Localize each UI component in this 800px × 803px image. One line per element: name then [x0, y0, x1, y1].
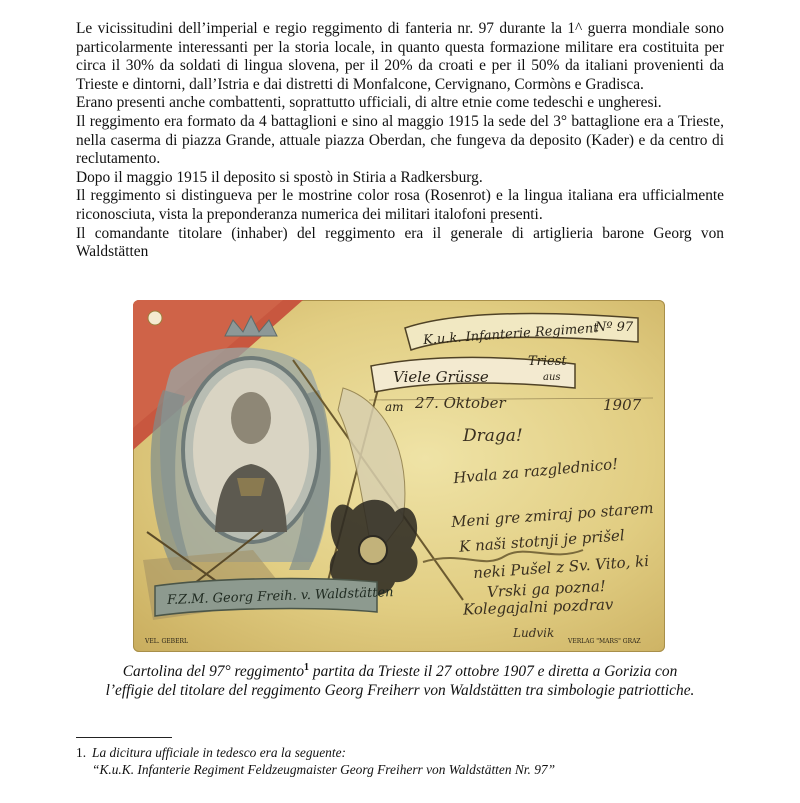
- printer-mark-left: VEL. GEBERL: [145, 638, 188, 645]
- footnote-line: La dicitura ufficiale in tedesco era la seguente:: [92, 745, 346, 760]
- caption-line-1: [70, 658, 730, 681]
- footnote-reference[interactable]: 1: [304, 662, 310, 673]
- nameplate-text: F.Z.M. Georg Freih. v. Waldstätten: [166, 585, 394, 608]
- year-written: 1907: [603, 396, 642, 414]
- paragraph: Dopo il maggio 1915 il deposito si spostò in Stiria a Radkersburg.: [76, 168, 483, 186]
- caption-text: partita da Trieste il 27 ottobre 1907 e diretta a Gorizia con: [309, 663, 678, 681]
- greeting-text: Viele Grüsse: [393, 368, 489, 386]
- body-text: [76, 20, 724, 262]
- footnote-number: 1.: [76, 745, 87, 760]
- caption-line-2: l’effigie del titolare del reggimento Georg Freiherr von Waldstätten tra simbologie patriottiche.: [105, 682, 695, 700]
- paragraph: Il comandante titolare (inhaber) del reggimento era il generale di artiglieria barone Georg von Waldstätten: [76, 224, 724, 261]
- paragraph: Erano presenti anche combattenti, soprattutto ufficiali, di altre etnie come tedeschi e ungheresi.: [76, 94, 662, 112]
- footnote-line: “K.u.K. Infanterie Regiment Feldzeugmaister Georg Freiherr von Waldstätten Nr. 97”: [92, 762, 556, 777]
- footnote: [76, 744, 736, 778]
- place-text: Triest: [528, 354, 567, 369]
- handwriting-line: Draga!: [463, 426, 523, 446]
- handwriting-line: neki Pušel z Sv. Vito, ki: [472, 551, 650, 583]
- printer-mark-right: VERLAG "MARS" GRAZ: [568, 638, 641, 645]
- paragraph: Il reggimento era formato da 4 battaglioni e sino al maggio 1915 la sede del 3° battaglione era a Trieste, nella caserma di piazza Grande, attuale piazza Oberdan, che fungeva da deposito (Kader) e da centro di reclutamento.: [76, 112, 724, 168]
- handwriting-line: K naši stotnji je prišel: [458, 526, 626, 556]
- portrait-head: [231, 392, 271, 444]
- handwriting-line: Vrski ga pozna!: [486, 576, 607, 602]
- signature: Ludvik: [513, 626, 555, 640]
- paragraph: Il reggimento si distingueva per le mostrine color rosa (Rosenrot) e la lingua italiana era ufficialmente riconosciuta, vista la preponderanza numerica dei militari italofoni presenti.: [76, 187, 724, 223]
- footnote-divider: [76, 737, 172, 738]
- date-prefix: am: [385, 400, 404, 414]
- paragraph: Le vicissitudini dell’imperial e regio reggimento di fanteria nr. 97 durante la 1^ guerra mondiale sono particolarmente interessanti per la storia locale, in quanto questa formazione militare era costituita per circa il 30% da soldati di lingua slovena, per il 20% da croati e per il 50% da italiani provenienti da Trieste e dintorni, dall’Istria e dai distretti di Monfalcone, Cervignano, Cormòns e Gradisca.: [76, 20, 724, 93]
- date-written: 27. Oktober: [415, 394, 506, 412]
- handwriting-line: Meni gre zmiraj po starem: [450, 498, 655, 532]
- caption-text: Cartolina del 97° reggimento: [122, 663, 305, 681]
- handwriting-line: Kolegajalni pozdrav: [462, 595, 614, 619]
- ribbon-number-text: Nº 97: [595, 320, 634, 335]
- figure-caption: [70, 658, 730, 700]
- ribbon-regiment-text: K.u.k. Infanterie Regiment: [422, 320, 599, 349]
- handwriting-line: Hvala za razglednico!: [452, 454, 619, 488]
- from-label: aus: [543, 372, 561, 383]
- punch-hole: [148, 311, 162, 325]
- postcard-image: [133, 300, 665, 652]
